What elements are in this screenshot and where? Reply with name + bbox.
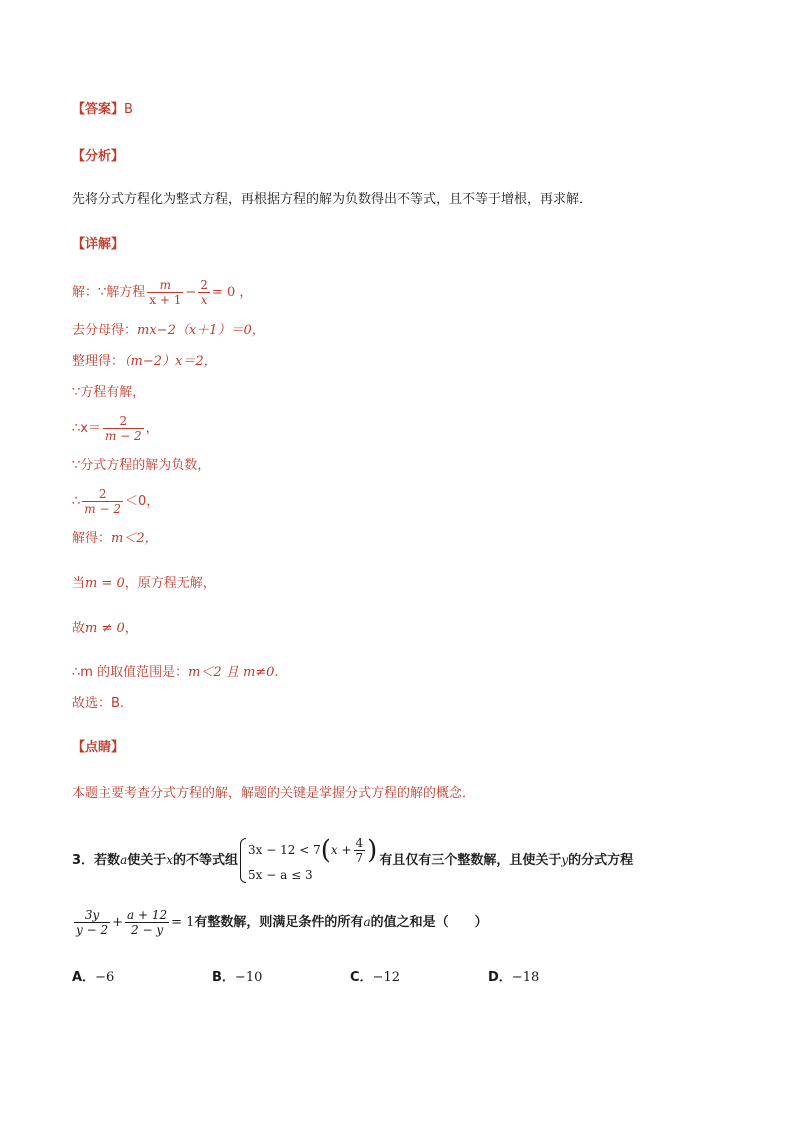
fraction-m-over-x-plus-1 bbox=[147, 278, 183, 307]
frac-num: 4 bbox=[355, 836, 364, 850]
detail-l11-expr: m＜2 且 m≠0. bbox=[188, 665, 279, 680]
system-row-1 bbox=[248, 836, 377, 865]
question-text: 的分式方程 bbox=[568, 853, 634, 868]
detail-label: 【详解】 bbox=[72, 237, 125, 252]
detail-line-3 bbox=[72, 353, 217, 371]
sys-row1-lhs: 3x − 12 < 7 bbox=[248, 843, 321, 857]
question-number: 3． bbox=[72, 853, 95, 868]
sys-row1-inner: x + bbox=[330, 843, 352, 857]
question-text: 有整数解，则满足条件的所有 bbox=[194, 915, 364, 930]
fraction-2-over-m-minus-2 bbox=[82, 487, 123, 516]
option-a[interactable] bbox=[72, 966, 114, 985]
comment-text: 本题主要考查分式方程的解，解题的关键是掌握分式方程的解的概念． bbox=[72, 786, 476, 801]
fraction-4-over-7 bbox=[354, 836, 366, 865]
detail-line-11 bbox=[72, 664, 279, 682]
detail-line-6: ∵分式方程的解为负数， bbox=[72, 458, 211, 473]
detail-l7-prefix: ∴ bbox=[72, 494, 81, 509]
var-x: x bbox=[166, 853, 174, 867]
detail-line-9 bbox=[72, 575, 216, 593]
detail-l2-expr: mx−2（x＋1）＝0， bbox=[137, 323, 265, 338]
detail-l11-prefix: ∴m 的取值范围是： bbox=[72, 665, 189, 680]
system-row-2: 5x − a ≤ 3 bbox=[248, 868, 313, 882]
inequality-system bbox=[240, 836, 377, 885]
frac-num: 2 bbox=[98, 487, 107, 501]
detail-l3-expr: （m−2）x＝2， bbox=[124, 354, 217, 369]
option-value: −18 bbox=[511, 970, 540, 985]
frac-num: a + 12 bbox=[127, 908, 168, 922]
question-text: 使关于 bbox=[127, 853, 167, 868]
detail-line-5 bbox=[72, 414, 159, 443]
paren-close: ) bbox=[367, 835, 378, 866]
detail-line-8 bbox=[72, 530, 158, 548]
detail-l10-prefix: 故 bbox=[72, 621, 86, 636]
option-value: −6 bbox=[95, 970, 115, 985]
detail-l1-suffix: = 0 ， bbox=[211, 285, 253, 300]
detail-line-12: 故选：B. bbox=[72, 696, 125, 711]
detail-l7-suffix: ＜0， bbox=[124, 494, 160, 509]
frac-num: m bbox=[159, 278, 172, 292]
detail-line-7 bbox=[72, 487, 159, 516]
frac-den: m − 2 bbox=[84, 502, 121, 516]
frac-num: 3y bbox=[84, 908, 100, 922]
detail-line-2 bbox=[72, 322, 265, 340]
frac-den: x bbox=[198, 292, 210, 307]
detail-l3-prefix: 整理得： bbox=[72, 354, 125, 369]
detail-l10-suffix: ， bbox=[124, 621, 138, 636]
frac-den: 7 bbox=[355, 851, 364, 865]
detail-l9-expr: m = 0 bbox=[85, 576, 125, 591]
analysis-text: 先将分式方程化为整式方程，再根据方程的解为负数得出不等式，且不等于增根，再求解． bbox=[72, 192, 593, 207]
equation-rhs: = 1 bbox=[171, 915, 195, 930]
frac-num: 2 bbox=[119, 414, 128, 428]
detail-line-1 bbox=[72, 278, 252, 307]
fraction-2-over-m-minus-2 bbox=[103, 414, 144, 443]
detail-l2-prefix: 去分母得： bbox=[72, 323, 138, 338]
detail-l5-suffix: ， bbox=[145, 421, 159, 436]
plus-sign: + bbox=[112, 915, 124, 930]
detail-l8-prefix: 解得： bbox=[72, 531, 112, 546]
detail-line-10 bbox=[72, 620, 138, 638]
option-value: −10 bbox=[234, 970, 263, 985]
detail-line-4: ∵方程有解， bbox=[72, 385, 146, 400]
detail-l5-prefix: ∴x＝ bbox=[72, 421, 101, 436]
option-letter: C． bbox=[350, 970, 373, 985]
system-brace bbox=[240, 838, 246, 883]
option-letter: D． bbox=[488, 970, 512, 985]
paren-open: ( bbox=[320, 835, 331, 866]
option-d[interactable] bbox=[488, 966, 539, 985]
frac-den: m − 2 bbox=[104, 429, 142, 443]
detail-l1-prefix: 解：∵解方程 bbox=[72, 285, 146, 300]
frac-num: 2 bbox=[200, 278, 208, 292]
var-a: a bbox=[363, 915, 371, 929]
answer-value: B bbox=[124, 102, 133, 117]
option-b[interactable] bbox=[212, 966, 262, 985]
fraction-3y-over-y-minus-2 bbox=[74, 908, 110, 937]
option-letter: A． bbox=[72, 970, 96, 985]
fraction-2-over-x bbox=[198, 278, 210, 307]
detail-l9-suffix: ，原方程无解， bbox=[124, 576, 216, 591]
var-y: y bbox=[561, 853, 569, 867]
detail-l8-expr: m＜2， bbox=[111, 531, 158, 546]
var-a: a bbox=[120, 853, 128, 867]
option-letter: B． bbox=[212, 970, 235, 985]
analysis-label: 【分析】 bbox=[72, 149, 125, 164]
question-text: 的不等式组 bbox=[173, 853, 239, 868]
minus-sign: − bbox=[185, 285, 197, 300]
question-text: 若数 bbox=[94, 853, 121, 868]
comment-label: 【点睛】 bbox=[72, 740, 125, 755]
frac-den: 2 − y bbox=[125, 922, 169, 937]
option-c[interactable] bbox=[350, 966, 400, 985]
frac-den: x + 1 bbox=[149, 293, 182, 307]
frac-den: y − 2 bbox=[76, 923, 109, 937]
question-line-2 bbox=[72, 908, 488, 937]
question-text: 的值之和是（ ） bbox=[370, 915, 488, 930]
answer-label: 【答案】 bbox=[72, 102, 125, 117]
detail-l10-expr: m ≠ 0 bbox=[85, 621, 125, 636]
option-value: −12 bbox=[372, 970, 400, 985]
answer-line bbox=[72, 101, 133, 119]
fraction-a-plus-12-over-2-minus-y bbox=[125, 908, 169, 937]
question-text: 有且仅有三个整数解，且使关于 bbox=[379, 853, 562, 868]
question-line-1 bbox=[72, 836, 633, 885]
detail-l9-prefix: 当 bbox=[72, 576, 86, 591]
